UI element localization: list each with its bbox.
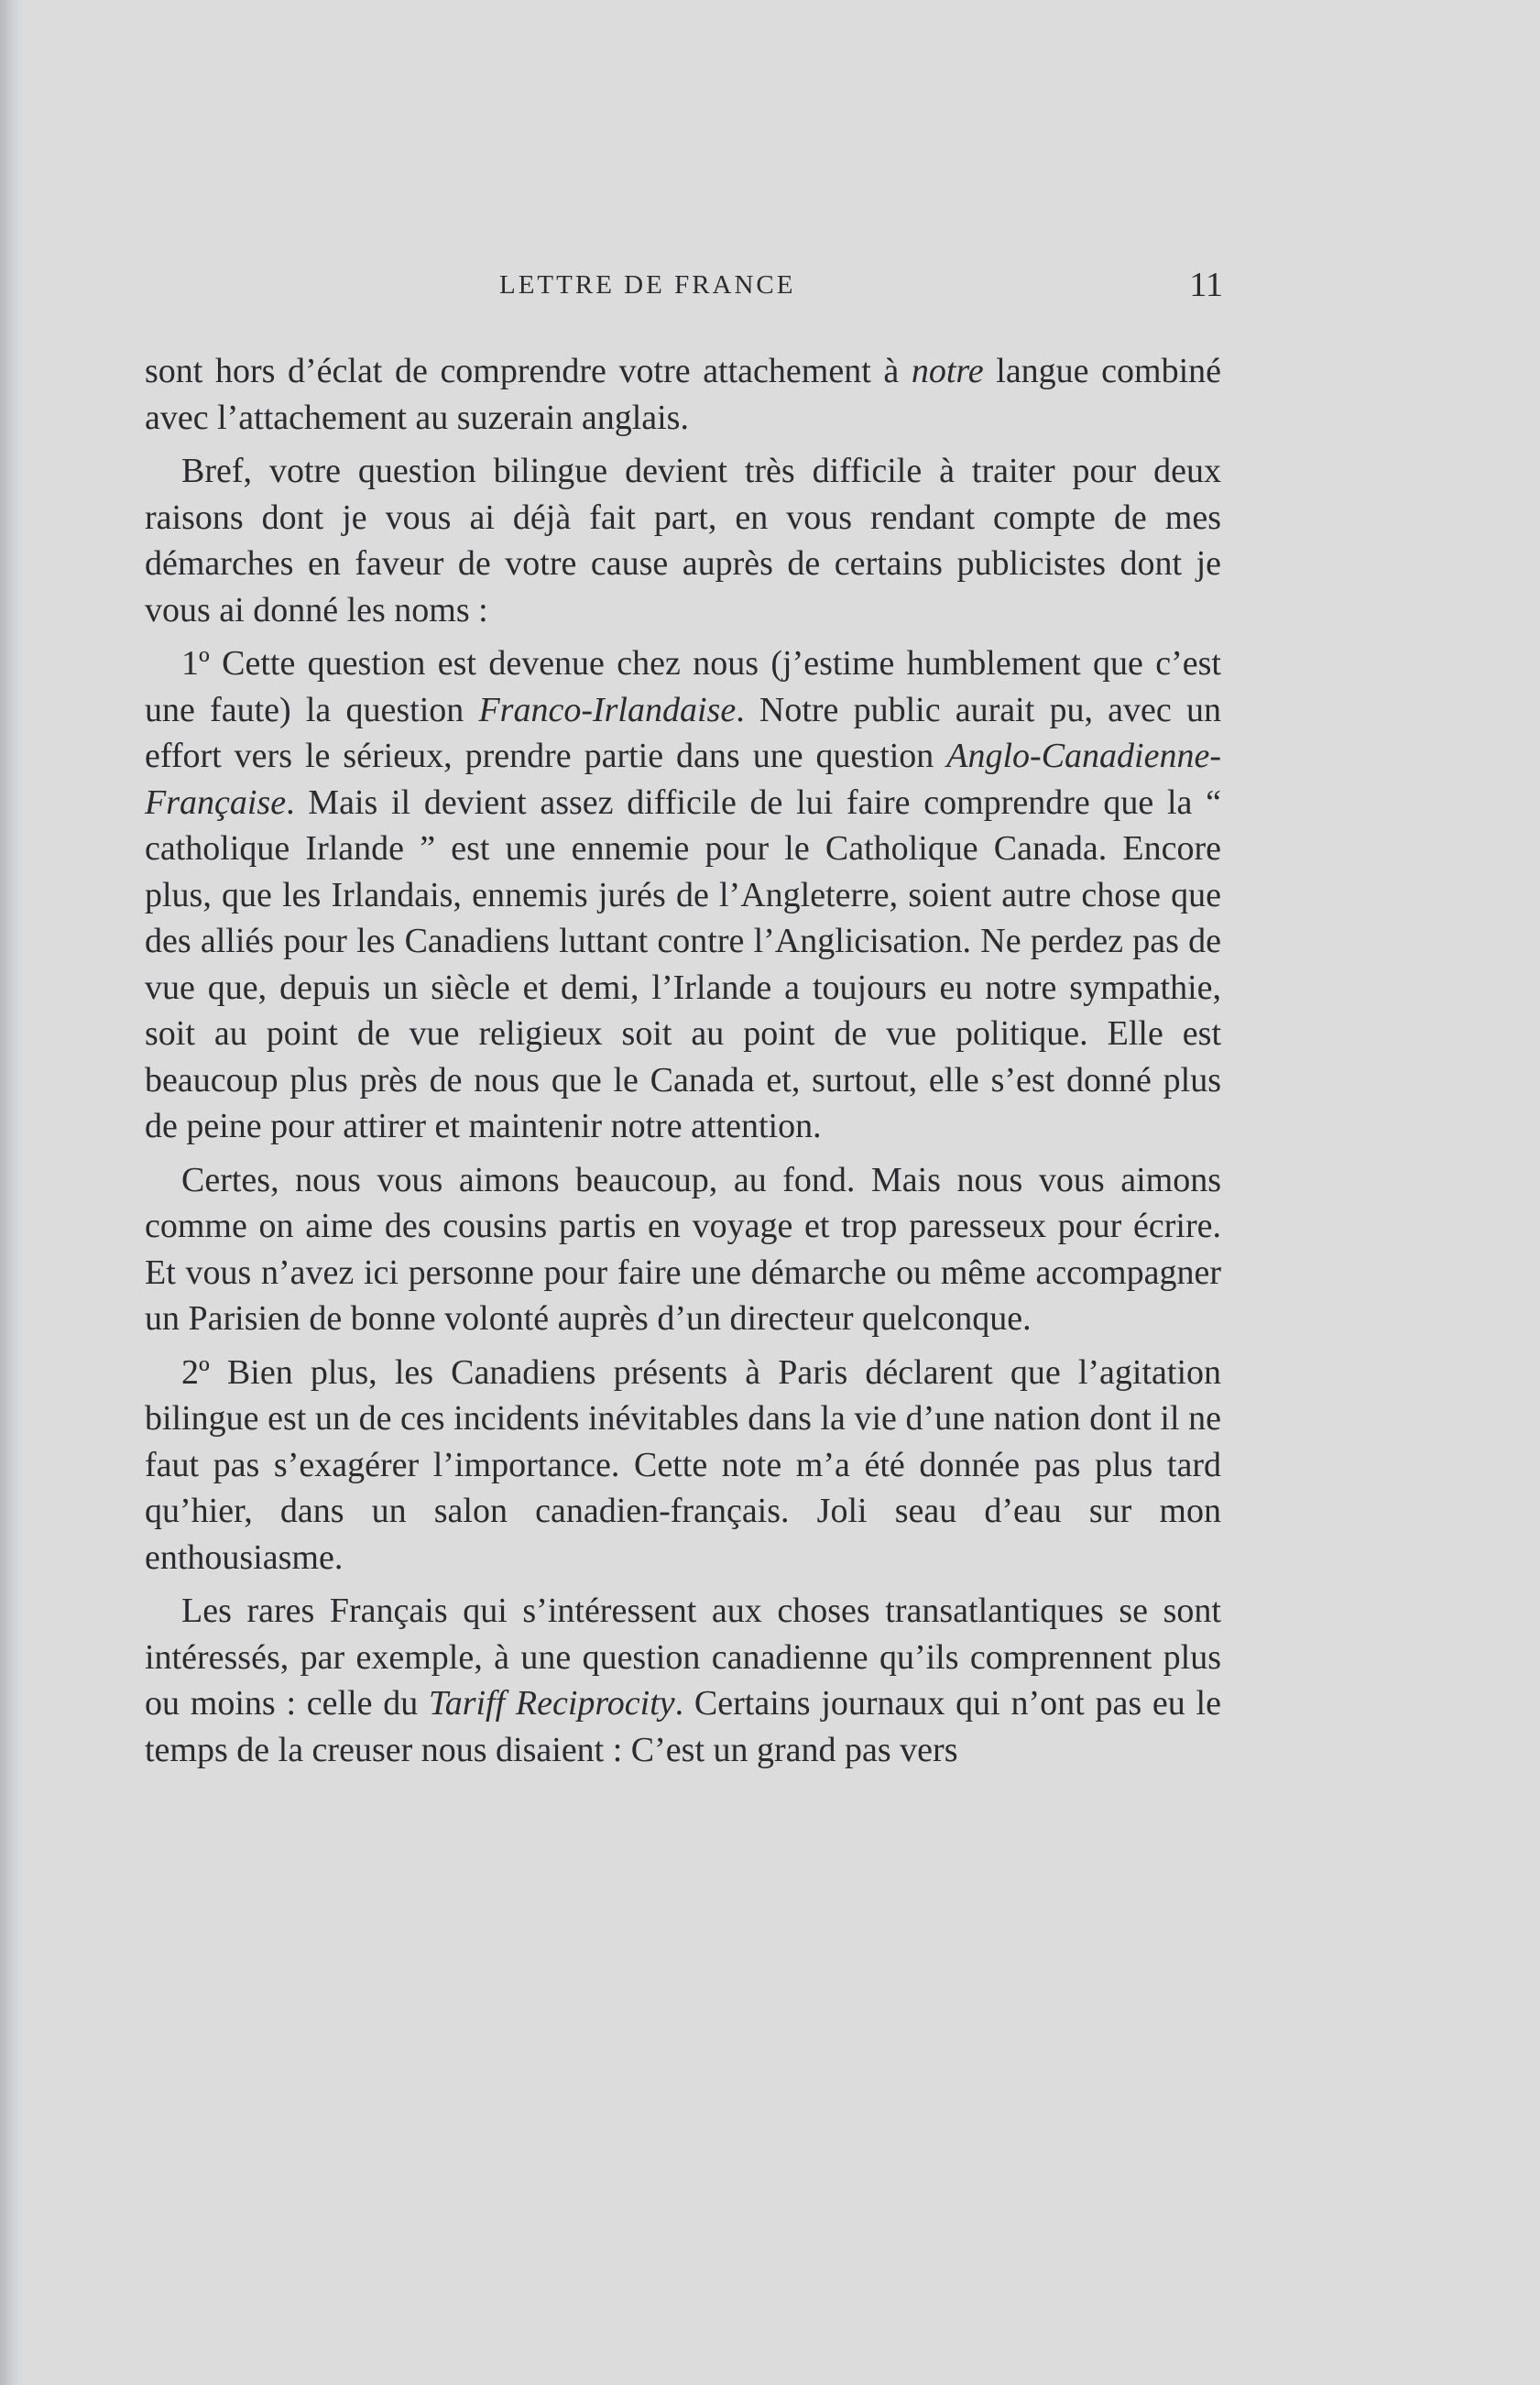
text-run-italic: notre [911,352,984,390]
text-run: . Mais il devient assez difficile de lui faire comprendre que la “ catholique Irlande ” est une ennemie pour le Catholique Canada. Encore plus, que les Irlandais, ennemis jurés de l’Angleterre, soient autre chose que des alliés pour les Canadiens luttant contre l’Anglicisation. Ne perdez pas de vue que, depuis un siècle et demi, l’Irlande a toujours eu notre sympathie, soit au point de vue religieux soit au point de vue politique. Elle est beaucoup plus près de nous que le Canada et, surtout, elle s’est donné plus de peine pour attirer et maintenir notre attention. [145,782,1221,1145]
text-run: sont hors d’éclat de comprendre votre attachement à [145,352,912,390]
text-run: Certes, nous vous aimons beaucoup, au fond. Mais nous vous aimons comme on aime des cousins partis en voyage et trop paresseux pour écrire. Et vous n’avez ici personne pour faire une démarche ou même accompagner un Parisien de bonne volonté auprès d’un directeur quelconque. [145,1160,1221,1338]
paragraph [145,640,1221,1150]
text-run-italic: Franco-Irlandaise [478,690,737,729]
text-run-italic: Tariff Reciprocity [429,1684,675,1723]
body-text [145,348,1221,1773]
paragraph [145,1157,1221,1342]
running-title: LETTRE DE FRANCE [499,270,796,300]
text-run: . Notre public aurait pu, avec un effort vers le sérieux, prendre partie dans une question [145,690,1221,775]
text-run: 2º Bien plus, les Canadiens présents à Paris déclarent que l’agitation bilingue est un de ces incidents inévitables dans la vie d’une nation dont il ne faut pas s’exagérer l’importance. Cette note m’a été donnée pas plus tard qu’hier, dans un salon canadien-français. Joli seau d’eau sur mon enthousiasme. [145,1352,1221,1577]
paragraph [145,448,1221,633]
page-header [499,266,1223,307]
text-run: Bref, votre question bilingue devient très difficile à traiter pour deux raisons dont je vous ai déjà fait part, en vous rendant compte de mes démarches en faveur de votre cause auprès de certains publicistes dont je vous ai donné les noms : [145,452,1221,629]
text-run: 1º Cette question est devenue chez nous (j’estime humblement que c’est une faute) la question [145,644,1221,729]
paragraph [145,348,1221,441]
paragraph [145,1350,1221,1581]
text-run: langue combiné avec l’attachement au suzerain anglais. [145,352,1222,437]
page-number: 11 [1189,266,1223,304]
text-run: . Certains journaux qui n’ont pas eu le temps de la creuser nous disaient : C’est un grand pas vers [145,1684,1221,1769]
paragraph [145,1588,1221,1773]
text-run: Les rares Français qui s’intéressent aux choses transatlantiques se sont intéressés, par exemple, à une question canadienne qu’ils comprennent plus ou moins : celle du [145,1592,1221,1723]
text-run-italic: Anglo-Canadienne-Française [145,737,1221,822]
page-gutter-shadow [0,0,24,2385]
